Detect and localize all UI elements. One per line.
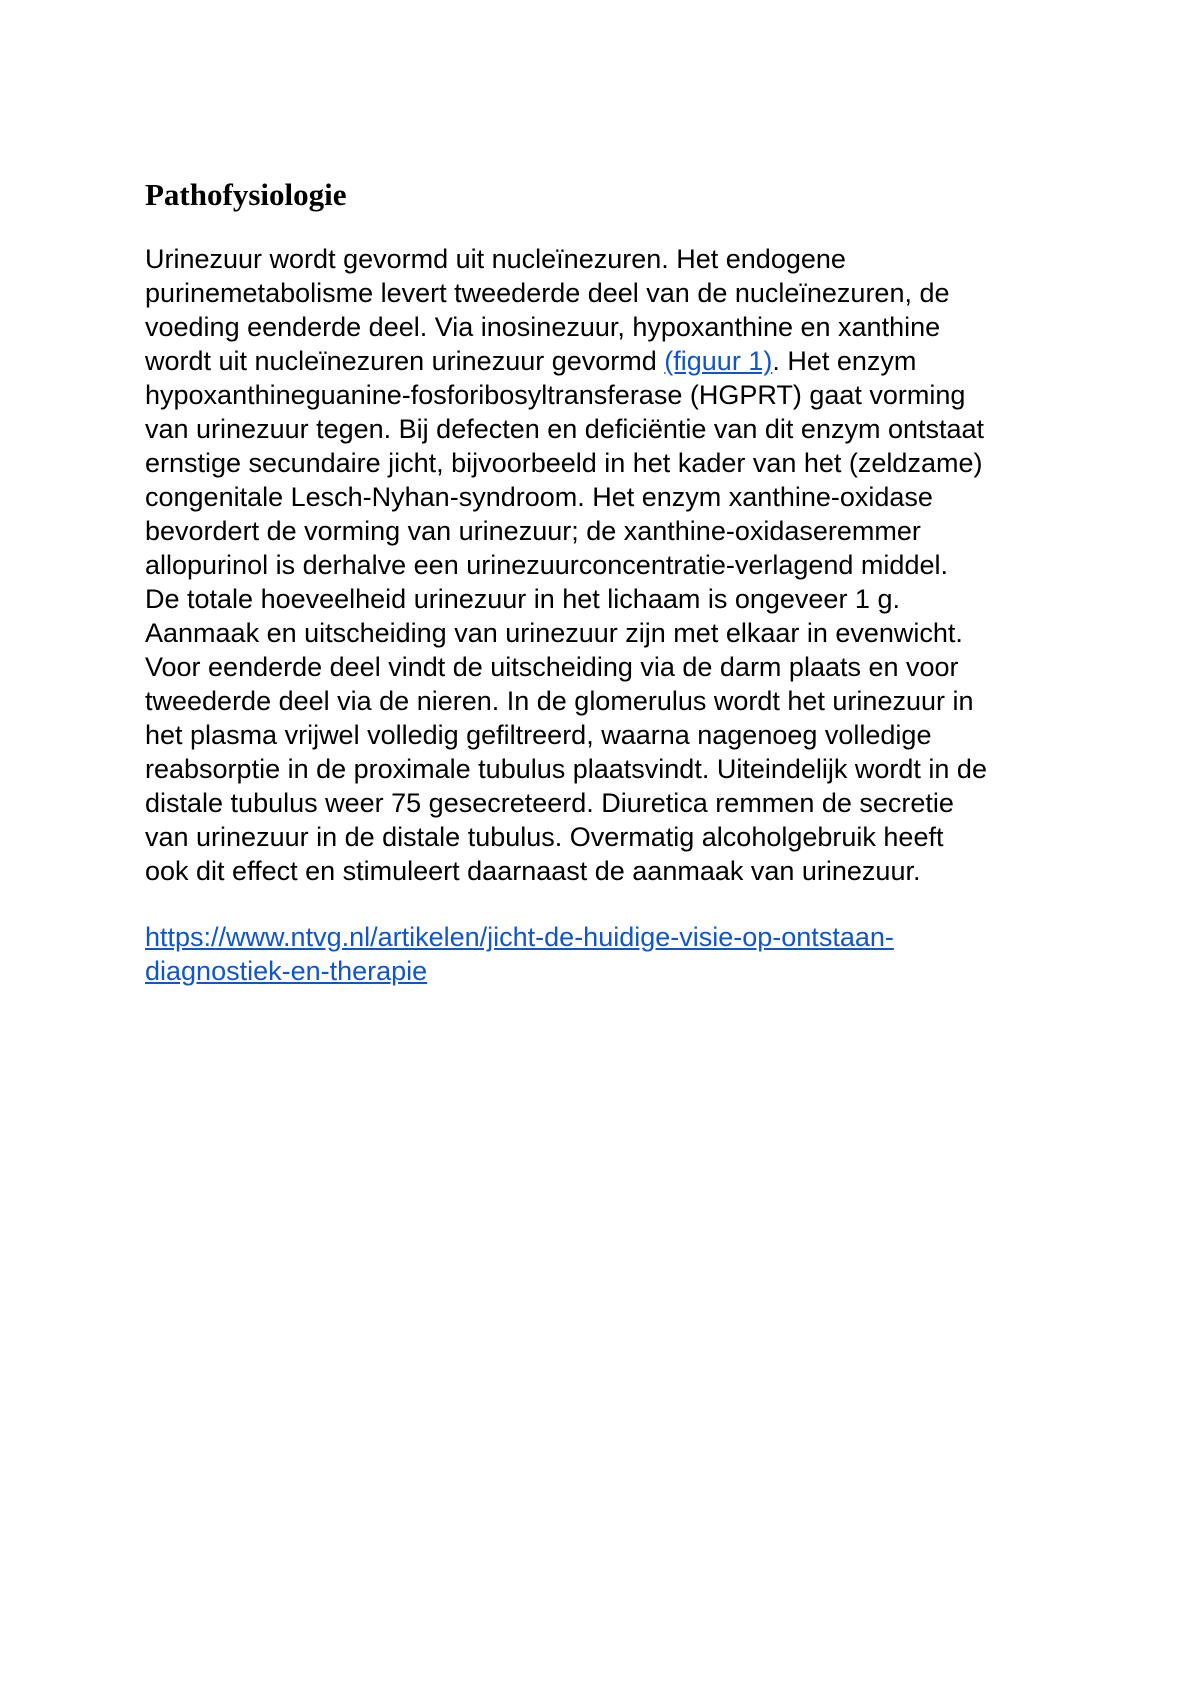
paragraph-text: . Het enzym — [772, 346, 917, 376]
paragraph-line: bevordert de vorming van urinezuur; de xanthine-oxidaseremmer — [145, 516, 921, 546]
paragraph-line: van urinezuur in de distale tubulus. Overmatig alcoholgebruik heeft — [145, 822, 944, 852]
paragraph-line: Aanmaak en uitscheiding van urinezuur zijn met elkaar in evenwicht. — [145, 618, 963, 648]
paragraph-line: distale tubulus weer 75 gesecreteerd. Diuretica remmen de secretie — [145, 788, 954, 818]
paragraph-line-with-figure-link — [145, 344, 1075, 378]
paragraph-line: reabsorptie in de proximale tubulus plaatsvindt. Uiteindelijk wordt in de — [145, 754, 987, 784]
paragraph-line: purinemetabolisme levert tweederde deel van de nucleïnezuren, de — [145, 278, 950, 308]
paragraph-line: De totale hoeveelheid urinezuur in het lichaam is ongeveer 1 g. — [145, 584, 900, 614]
paragraph-line: Urinezuur wordt gevormd uit nucleïnezuren. Het endogene — [145, 244, 846, 274]
paragraph-line: ook dit effect en stimuleert daarnaast de aanmaak van urinezuur. — [145, 856, 921, 886]
paragraph-text: wordt uit nucleïnezuren urinezuur gevormd — [145, 346, 665, 376]
paragraph-line: tweederde deel via de nieren. In de glomerulus wordt het urinezuur in — [145, 686, 974, 716]
paragraph-line: hypoxanthineguanine-fosforibosyltransferase (HGPRT) gaat vorming — [145, 380, 966, 410]
body-paragraph — [145, 242, 1075, 888]
paragraph-line: ernstige secundaire jicht, bijvoorbeeld in het kader van het (zeldzame) — [145, 448, 983, 478]
source-url-link[interactable] — [145, 920, 1075, 988]
paragraph-line: allopurinol is derhalve een urinezuurconcentratie-verlagend middel. — [145, 550, 948, 580]
document-content — [145, 174, 1075, 988]
paragraph-line: Voor eenderde deel vindt de uitscheiding via de darm plaats en voor — [145, 652, 959, 682]
source-reference — [145, 920, 1075, 988]
figure-1-link[interactable]: (figuur 1) — [664, 346, 773, 376]
page-title: Pathofysiologie — [145, 177, 347, 212]
paragraph-line: voeding eenderde deel. Via inosinezuur, hypoxanthine en xanthine — [145, 312, 941, 342]
paragraph-line: van urinezuur tegen. Bij defecten en deficiëntie van dit enzym ontstaat — [145, 414, 985, 444]
paragraph-line: het plasma vrijwel volledig gefiltreerd, waarna nagenoeg volledige — [145, 720, 932, 750]
paragraph-line: congenitale Lesch-Nyhan-syndroom. Het enzym xanthine-oxidase — [145, 482, 933, 512]
source-url-line: https://www.ntvg.nl/artikelen/jicht-de-huidige-visie-op-ontstaan- — [145, 922, 894, 952]
source-url-line: diagnostiek-en-therapie — [145, 956, 428, 986]
